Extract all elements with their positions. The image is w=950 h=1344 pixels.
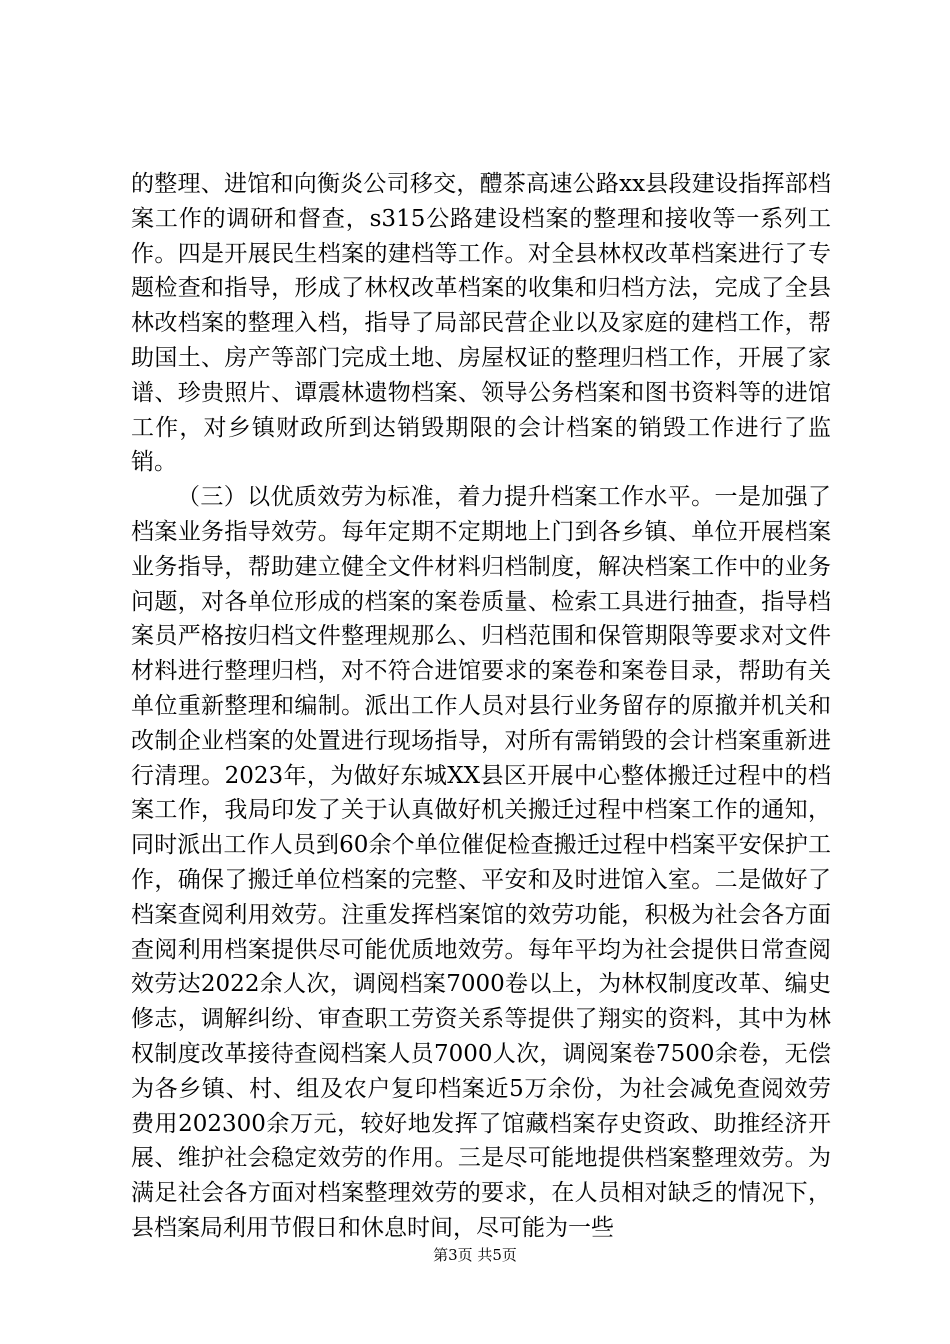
page-footer	[0, 1244, 950, 1265]
document-body	[131, 167, 831, 1246]
paragraph-continued: 的整理、进馆和向衡炎公司移交，醴茶高速公路xx县段建设指挥部档案工作的调研和督查，s315公路建设档案的整理和接收等一系列工作。四是开展民生档案的建档等工作。对全县林权改革档案进行了专题检查和指导，形成了林权改革档案的收集和归档方法，完成了全县林改档案的整理入档，指导了局部民营企业以及家庭的建档工作，帮助国土、房产等部门完成土地、房屋权证的整理归档工作，开展了家谱、珍贵照片、谭震林遗物档案、领导公务档案和图书资料等的进馆工作，对乡镇财政所到达销毁期限的会计档案的销毁工作进行了监销。	[131, 171, 831, 476]
paragraph-section-three: （三）以优质效劳为标准，着力提升档案工作水平。一是加强了档案业务指导效劳。每年定期不定期地上门到各乡镇、单位开展档案业务指导，帮助建立健全文件材料归档制度，解决档案工作中的业务问题，对各单位形成的档案的案卷质量、检索工具进行抽查，指导档案员严格按归档文件整理规那么、归档范围和保管期限等要求对文件材料进行整理归档，对不符合进馆要求的案卷和案卷目录，帮助有关单位重新整理和编制。派出工作人员对县行业务留存的原撤并机关和改制企业档案的处置进行现场指导，对所有需销毁的会计档案重新进行清理。2023年，为做好东城XX县区开展中心整体搬迁过程中的档案工作，我局印发了关于认真做好机关搬迁过程中档案工作的通知，同时派出工作人员到60余个单位催促检查搬迁过程中档案平安保护工作，确保了搬迁单位档案的完整、平安和及时进馆入室。二是做好了档案查阅利用效劳。注重发挥档案馆的效劳功能，积极为社会各方面查阅利用档案提供尽可能优质地效劳。每年平均为社会提供日常查阅效劳达2022余人次，调阅档案7000卷以上，为林权制度改革、编史修志，调解纠纷、审查职工劳资关系等提供了翔实的资料，其中为林权制度改革接待查阅档案人员7000人次，调阅案卷7500余卷，无偿为各乡镇、村、组及农户复印档案近5万余份，为社会减免查阅效劳费用202300余万元，较好地发挥了馆藏档案存史资政、助推经济开展、维护社会稳定效劳的作用。三是尽可能地提供档案整理效劳。为满足社会各方面对档案整理效劳的要求，在人员相对缺乏的情况下，县档案局利用节假日和休息时间，尽可能为一些	[131, 484, 831, 1241]
page-number: 第3页 共5页	[433, 1246, 517, 1264]
